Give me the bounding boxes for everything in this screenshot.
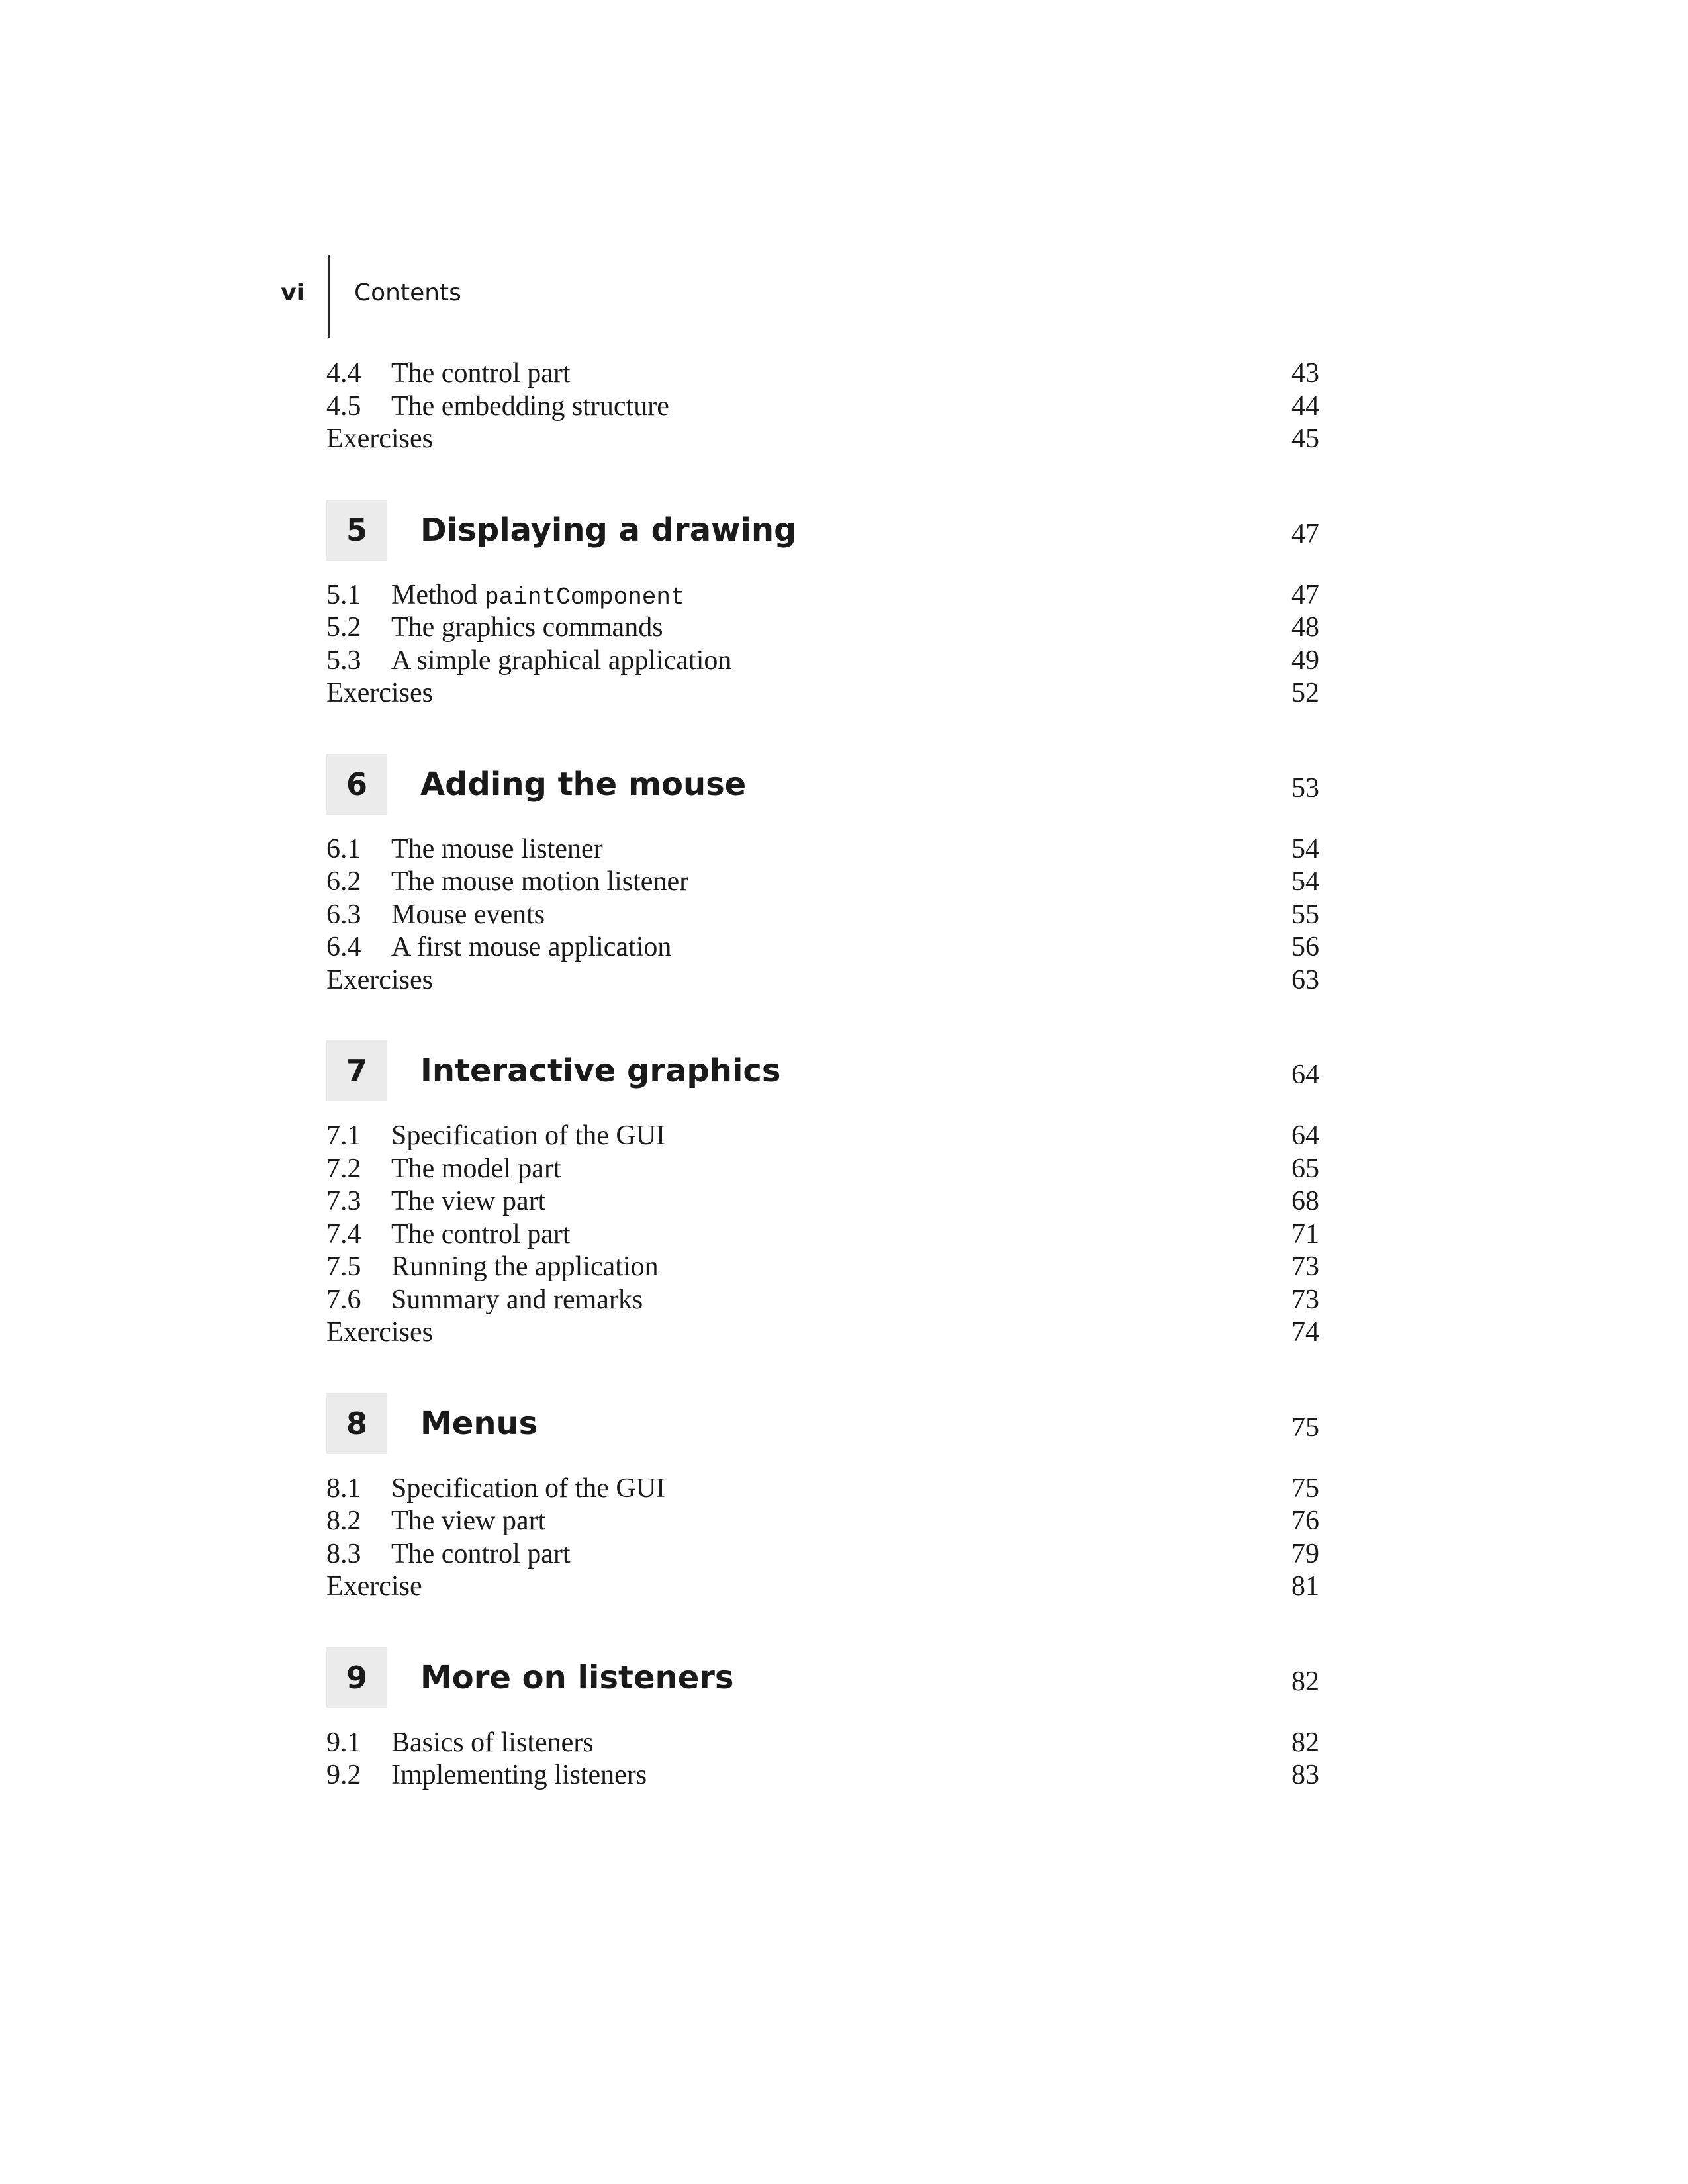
toc-entry-title: The control part bbox=[391, 358, 571, 388]
toc-entry-number: 8.2 bbox=[326, 1506, 361, 1536]
toc-entry-title: The control part bbox=[391, 1218, 571, 1250]
toc-entry-page: 75 bbox=[1291, 1473, 1319, 1504]
toc-entry bbox=[326, 1185, 1319, 1218]
toc-entry-page: 47 bbox=[1291, 579, 1319, 610]
toc-entry-number: 7.4 bbox=[326, 1218, 361, 1250]
toc-entry-exercises bbox=[326, 1570, 1319, 1604]
toc-entry-number: 4.5 bbox=[326, 390, 361, 422]
toc-entry-title: The model part bbox=[391, 1153, 561, 1184]
toc-entry-title: Exercises bbox=[326, 964, 433, 995]
toc-entry bbox=[326, 1473, 1319, 1506]
toc-entry-number: 5.2 bbox=[326, 612, 361, 643]
chapter-page: 64 bbox=[1291, 1060, 1319, 1090]
toc-entry-title: Mouse events bbox=[391, 899, 545, 930]
toc-entry-page: 48 bbox=[1291, 612, 1319, 643]
header-divider bbox=[328, 255, 330, 338]
toc-entry-title: The view part bbox=[391, 1506, 546, 1536]
toc-entry-title: Exercises bbox=[326, 678, 433, 708]
toc-entry-page: 44 bbox=[1291, 390, 1319, 422]
toc-entry-page: 63 bbox=[1291, 964, 1319, 995]
toc-entry-number: 5.3 bbox=[326, 645, 361, 676]
toc-entry-number: 6.2 bbox=[326, 866, 361, 897]
toc-entry-page: 71 bbox=[1291, 1218, 1319, 1250]
toc-entry-number: 7.6 bbox=[326, 1284, 361, 1315]
chapter-number-box: 5 bbox=[326, 500, 387, 561]
toc-entry-title bbox=[391, 579, 685, 614]
chapter-page: 53 bbox=[1291, 772, 1319, 803]
toc-entry bbox=[326, 579, 1319, 612]
toc-entry bbox=[326, 931, 1319, 964]
toc-entry-title: Specification of the GUI bbox=[391, 1120, 666, 1151]
toc-entry-title: The view part bbox=[391, 1186, 546, 1216]
toc-entry bbox=[326, 1505, 1319, 1538]
toc-entry-title: Exercise bbox=[326, 1571, 422, 1602]
toc-entry bbox=[326, 1727, 1319, 1760]
toc-entry bbox=[326, 833, 1319, 866]
toc-entry-title: Exercises bbox=[326, 424, 433, 454]
running-header bbox=[278, 255, 808, 338]
chapter-title: Adding the mouse bbox=[420, 765, 747, 803]
toc-entry-number: 8.1 bbox=[326, 1473, 361, 1504]
toc-entry bbox=[326, 1251, 1319, 1284]
toc-entry bbox=[326, 1120, 1319, 1153]
chapter-number-box: 8 bbox=[326, 1393, 387, 1454]
code-term: paintComponent bbox=[485, 583, 685, 611]
toc-entry bbox=[326, 866, 1319, 899]
running-header-title: Contents bbox=[354, 279, 461, 306]
toc-entry-title: Exercises bbox=[326, 1317, 433, 1347]
toc-entry-title: Running the application bbox=[391, 1251, 659, 1282]
toc-entry-title: A simple graphical application bbox=[391, 645, 732, 676]
toc-entry bbox=[326, 645, 1319, 678]
toc-entry-page: 45 bbox=[1291, 424, 1319, 454]
toc-entry-exercises bbox=[326, 677, 1319, 710]
toc-entry-number: 5.1 bbox=[326, 579, 361, 610]
toc-entry-page: 54 bbox=[1291, 833, 1319, 864]
toc-entry-number: 6.1 bbox=[326, 833, 361, 864]
toc-entry-page: 64 bbox=[1291, 1120, 1319, 1151]
toc-entry-number: 9.2 bbox=[326, 1760, 361, 1790]
chapter-heading bbox=[326, 1647, 1319, 1708]
chapter-title: Interactive graphics bbox=[420, 1052, 781, 1089]
toc-entry-page: 83 bbox=[1291, 1760, 1319, 1790]
table-of-contents bbox=[326, 357, 1319, 1792]
toc-entry-page: 54 bbox=[1291, 866, 1319, 897]
toc-entry-page: 52 bbox=[1291, 678, 1319, 708]
chapter-heading bbox=[326, 500, 1319, 561]
toc-entry-number: 4.4 bbox=[326, 358, 361, 388]
toc-entry-exercises bbox=[326, 1316, 1319, 1349]
toc-entry-page: 82 bbox=[1291, 1727, 1319, 1758]
chapter-page: 82 bbox=[1291, 1666, 1319, 1697]
toc-entry-title: Specification of the GUI bbox=[391, 1473, 666, 1504]
toc-entry-title: The mouse listener bbox=[391, 833, 603, 864]
toc-entry-title: Summary and remarks bbox=[391, 1284, 643, 1315]
toc-entry-number: 6.4 bbox=[326, 932, 361, 962]
toc-entry bbox=[326, 899, 1319, 932]
toc-entry bbox=[326, 1538, 1319, 1571]
toc-entry bbox=[326, 1218, 1319, 1251]
toc-entry bbox=[326, 357, 1319, 390]
chapter-number-box: 6 bbox=[326, 754, 387, 815]
toc-entry-title: The control part bbox=[391, 1538, 571, 1569]
chapter-page: 47 bbox=[1291, 518, 1319, 549]
chapter-title: Displaying a drawing bbox=[420, 511, 797, 549]
toc-entry-number: 6.3 bbox=[326, 899, 361, 930]
page-folio: vi bbox=[281, 279, 305, 306]
toc-entry-title-text: Method bbox=[391, 579, 478, 610]
toc-entry-title: Basics of listeners bbox=[391, 1727, 594, 1758]
toc-entry-title: Implementing listeners bbox=[391, 1760, 647, 1790]
toc-entry-exercises bbox=[326, 964, 1319, 997]
toc-entry-page: 56 bbox=[1291, 932, 1319, 962]
toc-entry-page: 74 bbox=[1291, 1317, 1319, 1347]
toc-entry-exercises bbox=[326, 423, 1319, 456]
toc-entry-page: 65 bbox=[1291, 1153, 1319, 1184]
toc-entry-title: The embedding structure bbox=[391, 390, 669, 422]
toc-entry bbox=[326, 612, 1319, 645]
toc-entry bbox=[326, 1153, 1319, 1186]
chapter-heading bbox=[326, 754, 1319, 815]
toc-entry bbox=[326, 1759, 1319, 1792]
toc-entry-number: 8.3 bbox=[326, 1538, 361, 1569]
toc-entry-page: 73 bbox=[1291, 1284, 1319, 1315]
chapter-number-box: 7 bbox=[326, 1040, 387, 1101]
toc-entry-page: 81 bbox=[1291, 1571, 1319, 1602]
chapter-heading bbox=[326, 1393, 1319, 1454]
toc-entry-page: 68 bbox=[1291, 1186, 1319, 1216]
toc-entry-page: 79 bbox=[1291, 1538, 1319, 1569]
toc-entry-page: 49 bbox=[1291, 645, 1319, 676]
toc-entry-page: 55 bbox=[1291, 899, 1319, 930]
chapter-heading bbox=[326, 1040, 1319, 1101]
toc-entry-number: 7.5 bbox=[326, 1251, 361, 1282]
toc-entry-page: 76 bbox=[1291, 1506, 1319, 1536]
toc-entry bbox=[326, 390, 1319, 424]
chapter-title: Menus bbox=[420, 1404, 538, 1442]
toc-entry-page: 43 bbox=[1291, 358, 1319, 388]
chapter-number-box: 9 bbox=[326, 1647, 387, 1708]
toc-entry-title: The mouse motion listener bbox=[391, 866, 689, 897]
toc-entry-number: 7.3 bbox=[326, 1186, 361, 1216]
chapter-title: More on listeners bbox=[420, 1659, 734, 1696]
toc-entry-number: 7.2 bbox=[326, 1153, 361, 1184]
toc-entry bbox=[326, 1284, 1319, 1317]
toc-entry-title: A first mouse application bbox=[391, 932, 672, 962]
toc-entry-title: The graphics commands bbox=[391, 612, 663, 643]
toc-entry-number: 9.1 bbox=[326, 1727, 361, 1758]
toc-entry-page: 73 bbox=[1291, 1251, 1319, 1282]
chapter-page: 75 bbox=[1291, 1412, 1319, 1443]
toc-entry-number: 7.1 bbox=[326, 1120, 361, 1151]
